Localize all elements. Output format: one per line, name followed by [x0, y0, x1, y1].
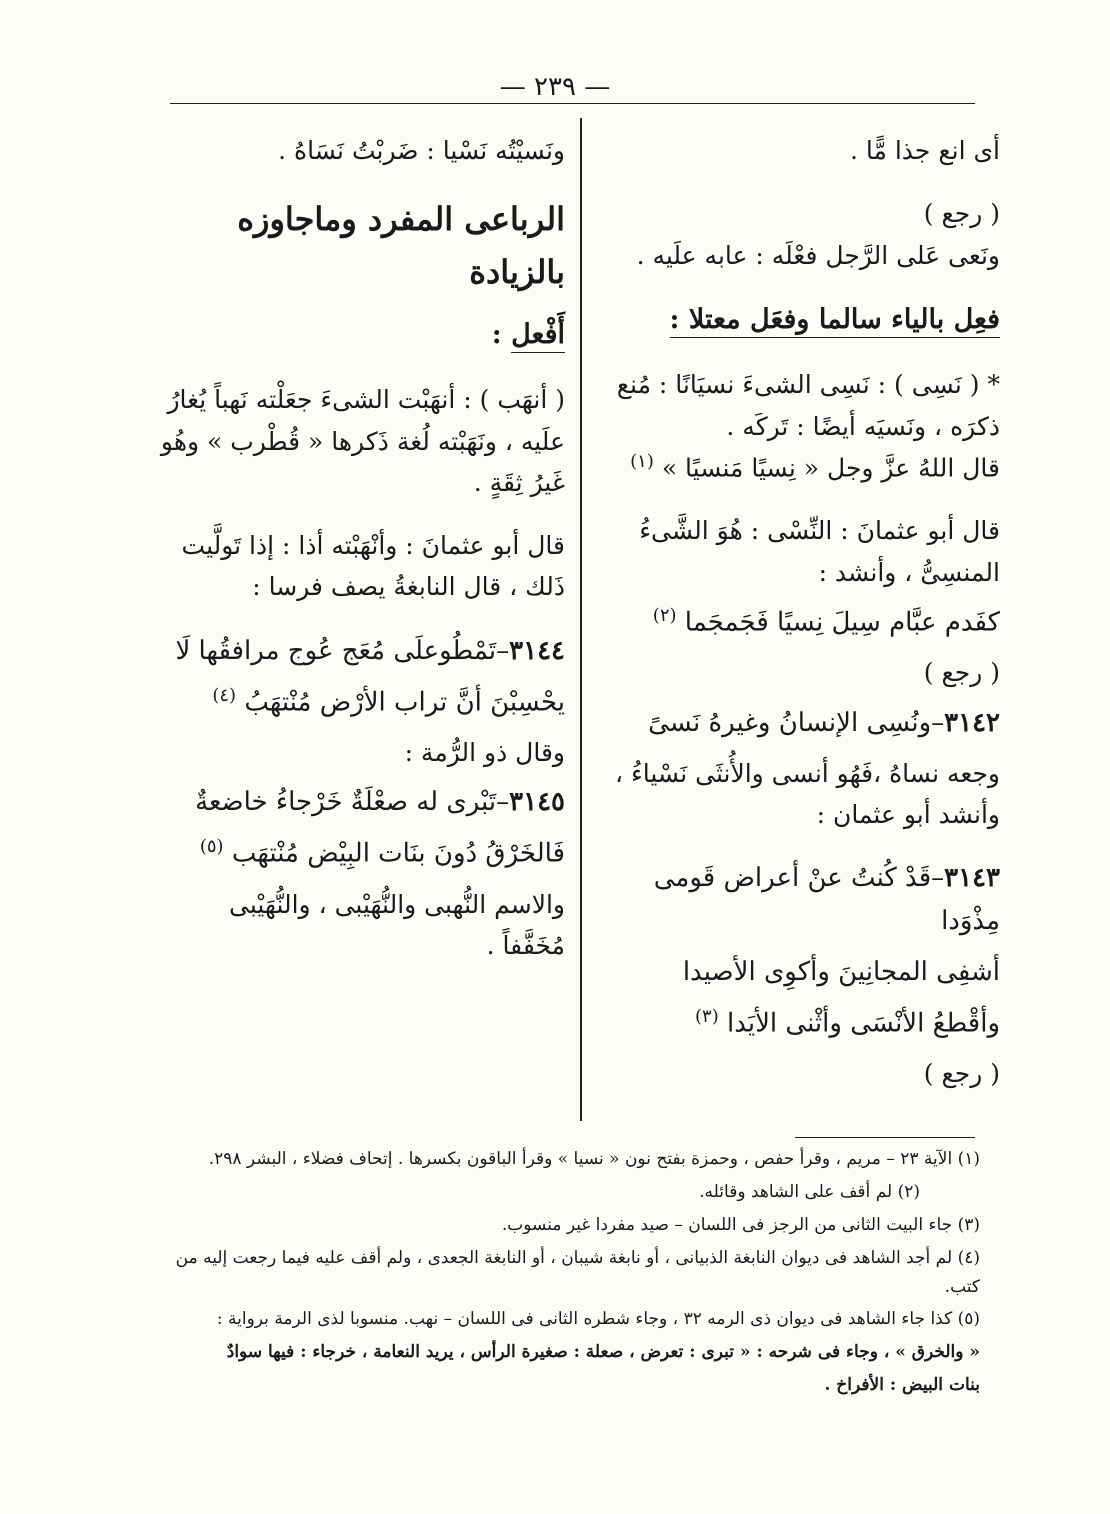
- verse-number: ٣١٤٥: [509, 787, 565, 818]
- verse-3145: [160, 781, 565, 824]
- page-number: — ٢٣٩ —: [499, 72, 611, 102]
- verse-text: –قَدْ كُنتُ عنْ أعراض قَومى مِذْوَدا: [653, 863, 1000, 936]
- verse: [595, 601, 1000, 645]
- footnote-5: (٥) كذا جاء الشاهد فى ديوان ذى الرمه ٣٢ ، وجاء شطره الثانى فى اللسان – نهب. منسوبا لذى الرمة برواية :: [216, 1309, 980, 1330]
- footnote-5-cont: « والخرق » ، وجاء فى شرحه : « تبرى : تعرض ، صعلة : صغيرة الرأس ، يريد النعامة ، خرجاء : فيها سوادٌ: [226, 1342, 980, 1363]
- footnote-4: (٤) لم أجد الشاهد فى ديوان النابغة الذبيانى ، أو نابغة شيبان ، أو النابغة الجعدى ، ولم أقف عليه فيما رجعت إليه من كتب.: [175, 1247, 980, 1297]
- footnote-ref: (٢): [652, 604, 677, 626]
- paragraph: وقال ذو الرُّمة :: [404, 738, 565, 768]
- paragraph: والاسم النُّهبى والنُّهَيْبى ، والنُّهَيْبى مُخَفَّفاً .: [229, 889, 565, 961]
- footnote-ref: (٤): [212, 684, 237, 706]
- verse-line: [160, 832, 565, 876]
- verse-text: يحْسِبْنَ أنَّ تراب الأرْض مُنْتهَبُ: [244, 687, 565, 718]
- subheading-colon: :: [491, 318, 512, 350]
- footnote-2-text: (٢) لم أقف على الشاهد وقائله.: [699, 1181, 920, 1202]
- subheading-text: أَفْعل: [511, 317, 565, 353]
- header-rule: [170, 103, 975, 104]
- paragraph: أى انع جذا مًّا .: [850, 136, 1000, 165]
- rujuu-marker: ( رجع ): [923, 199, 1000, 229]
- quran-quote: [595, 447, 1000, 489]
- verse-text: –تَمْطُوعلَى مُعَج عُوج مرافقُها لَا: [175, 635, 510, 666]
- paragraph: قال أبو عثمانَ : النِّسْى : هُوَ الشَّىءُ المنسِىُّ ، وأنشد :: [639, 516, 1000, 587]
- paragraph: قال أبو عثمانَ : وأنْهَبْته أذا : إذا تَولَّيت ذَلك ، قال النابغةُ يصف فرسا :: [181, 531, 565, 602]
- verse-text: وأقْطعُ الأنْسَى وأثْنى الأيَدا: [726, 1008, 1000, 1039]
- left-column: [160, 130, 565, 1120]
- verse-line: [160, 681, 565, 725]
- footnote-ref: (١): [630, 450, 654, 472]
- verse-number: ٣١٤٣: [944, 863, 1000, 894]
- footnote-5-end: بنات البيض : الأفراخ .: [824, 1375, 980, 1396]
- section-heading: [595, 298, 1000, 343]
- verse-3142: [595, 702, 1000, 745]
- rujuu-marker: ( رجع ): [923, 658, 1000, 688]
- section-heading-text: فعِل بالياء سالما وفعَل معتلا :: [670, 302, 1000, 338]
- verse-text: –ونُسِى الإنسانُ وغيرهُ نَسىً: [648, 707, 945, 738]
- footnote-ref: (٣): [694, 1005, 719, 1027]
- subheading: [160, 313, 565, 358]
- verse-3144: [160, 630, 565, 673]
- footnote-ref: (٥): [199, 836, 224, 858]
- verse-3143: [595, 857, 1000, 943]
- entry-anhab: ( أنهَب ) : أنهَبْت الشىءَ جعَلْته نَهباً يُغارُ علَيه ، ونَهَبْته لُغة ذَكرها « قُطْرب » وهُو غَيرُ ثِقَةٍ .: [160, 385, 565, 497]
- verse-number: ٣١٤٢: [944, 707, 1000, 738]
- verse-text: فَالخَرْقُ دُونَ بنَات البِيْض مُنْتهَب: [231, 838, 565, 869]
- entry-nasiya: * ( نَسِى ) : نَسِى الشىءَ نسيَانًا : مُنع ذكرَه ، ونَسيَه أيضًا : تَركَه .: [616, 370, 1000, 441]
- right-column: [595, 130, 1000, 1120]
- footnotes: [170, 1145, 980, 1404]
- column-divider: [580, 118, 582, 1121]
- paragraph: ونَعى عَلى الرَّجل فعْلَه : عابه علَيه .: [636, 240, 1000, 270]
- verse-number: ٣١٤٤: [509, 635, 565, 666]
- footnote-1: (١) الآية ٢٣ – مريم ، وقرأ حفص ، وحمزة بفتح نون « نسيا » وقرأ الباقون بكسرها . إتحاف فضلاء ، البشر ٢٩٨.: [208, 1149, 980, 1169]
- paragraph: ونَسيْتُه نَسْيا : ضَربْتُ نَسَاهُ .: [278, 136, 565, 165]
- footnote-3: (٣) جاء البيت الثانى من الرجز فى اللسان – صيد مفردا غير منسوب.: [501, 1214, 980, 1235]
- main-heading: الرباعى المفرد وماجاوزه بالزيادة: [237, 200, 565, 292]
- footnote-2: [170, 1178, 980, 1207]
- quran-quote-text: قال اللهُ عزَّ وجل « نِسيًا مَنسيًا »: [661, 453, 1000, 483]
- verse-text: كفَدم عبَّام سِيلَ نِسيًا فَجَمجَما: [684, 607, 1000, 638]
- verse-text: –تَبْرى له صعْلَةٌ خَرْجاءُ خاضعةٌ: [195, 787, 510, 818]
- footnote-rule: [795, 1137, 975, 1138]
- verse-line: أشفِى المجانِينَ وأكوِى الأصيدا: [682, 956, 1000, 987]
- verse-line: [595, 1002, 1000, 1046]
- paragraph: وجعه نساهُ ،فَهُو أنسى والأُنثَى نَسْياءُ ، وأنشد أبو عثمان :: [614, 758, 1000, 829]
- rujuu-marker: ( رجع ): [923, 1059, 1000, 1089]
